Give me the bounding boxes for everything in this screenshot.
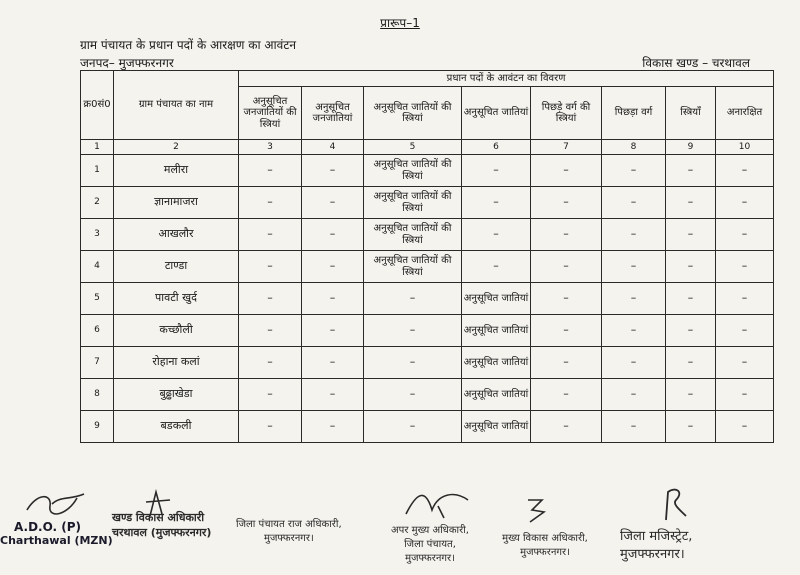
table-row: [81, 251, 774, 283]
gram-panchayat-name: ज्ञानामाजरा: [114, 187, 239, 219]
allocation-cell: –: [666, 155, 716, 187]
table-row: [81, 411, 774, 443]
allocation-cell: –: [531, 315, 602, 347]
allocation-cell: –: [531, 187, 602, 219]
column-number: 6: [462, 140, 531, 155]
allocation-cell: –: [239, 187, 302, 219]
header-gram-panchayat: ग्राम पंचायत का नाम: [114, 71, 239, 140]
allocation-cell: –: [462, 251, 531, 283]
allocation-cell: –: [239, 219, 302, 251]
allocation-cell: –: [666, 315, 716, 347]
table-row: [81, 155, 774, 187]
header-category: अनुसूचित जातियों की स्त्रियां: [364, 87, 462, 140]
ado-office: Charthawal (MZN): [0, 534, 113, 547]
column-number: 5: [364, 140, 462, 155]
allocation-cell: –: [302, 283, 364, 315]
allocation-cell: –: [462, 155, 531, 187]
block-label: विकास खण्ड – चरथावल: [642, 56, 750, 70]
allocation-cell: –: [302, 315, 364, 347]
column-number: 1: [81, 140, 114, 155]
allocation-cell: –: [302, 155, 364, 187]
district-label: जनपद– मुजफ्फरनगर: [80, 56, 174, 70]
cdo-office: मुजफ्फरनगर।: [520, 547, 570, 558]
table-row: [81, 187, 774, 219]
allocation-cell: –: [239, 155, 302, 187]
allocation-cell: –: [364, 411, 462, 443]
amo-office: मुजफ्फरनगर।: [405, 553, 455, 564]
dpro-title: जिला पंचायत राज अधिकारी,: [236, 519, 342, 530]
cdo-title: मुख्य विकास अधिकारी,: [502, 533, 588, 544]
allocation-cell: अनुसूचित जातियों की स्त्रियां: [364, 219, 462, 251]
amo-signature-mark: [398, 486, 478, 520]
allocation-cell: –: [716, 251, 774, 283]
allocation-cell: अनुसूचित जातियां: [462, 411, 531, 443]
allocation-cell: –: [531, 347, 602, 379]
bdo-office: चरथावल (मुजफ्फरनगर): [112, 526, 212, 539]
allocation-cell: –: [302, 219, 364, 251]
gram-panchayat-name: आखलौर: [114, 219, 239, 251]
allocation-cell: –: [239, 379, 302, 411]
allocation-cell: –: [716, 283, 774, 315]
header-category: अनारक्षित: [716, 87, 774, 140]
allocation-cell: –: [364, 347, 462, 379]
cdo-signature-mark: [522, 494, 552, 524]
allocation-cell: –: [716, 219, 774, 251]
gram-panchayat-name: कच्छौली: [114, 315, 239, 347]
allocation-cell: –: [239, 251, 302, 283]
amo-title: अपर मुख्य अधिकारी,: [391, 525, 469, 536]
allocation-cell: –: [716, 187, 774, 219]
allocation-cell: –: [602, 411, 666, 443]
table-row: [81, 347, 774, 379]
allocation-cell: –: [364, 315, 462, 347]
document-title: ग्राम पंचायत के प्रधान पदों के आरक्षण का आवंटन: [80, 38, 297, 52]
serial-number: 5: [81, 283, 114, 315]
allocation-cell: –: [666, 219, 716, 251]
header-category: अनुसूचित जनजातियां: [302, 87, 364, 140]
allocation-cell: –: [666, 251, 716, 283]
allocation-cell: –: [302, 187, 364, 219]
allocation-cell: अनुसूचित जातियां: [462, 283, 531, 315]
allocation-cell: –: [462, 219, 531, 251]
header-allocation-group: प्रधान पदों के आवंटन का विवरण: [239, 71, 774, 87]
allocation-table: [80, 70, 774, 443]
allocation-cell: –: [602, 187, 666, 219]
gram-panchayat-name: रोहाना कलां: [114, 347, 239, 379]
serial-number: 7: [81, 347, 114, 379]
allocation-cell: –: [666, 411, 716, 443]
serial-number: 6: [81, 315, 114, 347]
serial-number: 9: [81, 411, 114, 443]
column-number: 7: [531, 140, 602, 155]
gram-panchayat-name: बुढ्ढाखेडा: [114, 379, 239, 411]
allocation-cell: –: [716, 411, 774, 443]
allocation-cell: –: [364, 379, 462, 411]
allocation-cell: –: [531, 411, 602, 443]
allocation-cell: अनुसूचित जातियों की स्त्रियां: [364, 187, 462, 219]
allocation-cell: –: [239, 315, 302, 347]
serial-number: 1: [81, 155, 114, 187]
dm-signature-mark: [650, 486, 690, 522]
serial-number: 8: [81, 379, 114, 411]
signature-block: [0, 486, 800, 575]
column-number: 8: [602, 140, 666, 155]
column-number: 9: [666, 140, 716, 155]
serial-number: 3: [81, 219, 114, 251]
serial-number: 4: [81, 251, 114, 283]
dm-office: मुजफ्फरनगर।: [620, 547, 685, 562]
allocation-cell: –: [239, 411, 302, 443]
table-row: [81, 315, 774, 347]
allocation-cell: –: [602, 251, 666, 283]
allocation-cell: –: [302, 251, 364, 283]
allocation-cell: –: [602, 283, 666, 315]
allocation-cell: –: [666, 187, 716, 219]
allocation-cell: अनुसूचित जातियों की स्त्रियां: [364, 155, 462, 187]
gram-panchayat-name: मलीरा: [114, 155, 239, 187]
allocation-cell: –: [302, 411, 364, 443]
allocation-cell: –: [531, 379, 602, 411]
dpro-office: मुजफ्फरनगर।: [264, 533, 314, 544]
bdo-title: खण्ड विकास अधिकारी: [112, 511, 205, 524]
allocation-cell: –: [602, 315, 666, 347]
allocation-cell: –: [531, 251, 602, 283]
allocation-cell: –: [239, 347, 302, 379]
gram-panchayat-name: टाण्डा: [114, 251, 239, 283]
gram-panchayat-name: पावटी खुर्द: [114, 283, 239, 315]
allocation-cell: –: [716, 379, 774, 411]
allocation-cell: –: [666, 347, 716, 379]
gram-panchayat-name: बडकली: [114, 411, 239, 443]
allocation-cell: अनुसूचित जातियों की स्त्रियां: [364, 251, 462, 283]
header-category: पिछड़ा वर्ग: [602, 87, 666, 140]
ado-title: A.D.O. (P): [14, 520, 82, 534]
table-row: [81, 283, 774, 315]
ado-signature-mark: [22, 488, 92, 518]
allocation-cell: –: [302, 347, 364, 379]
column-number: 10: [716, 140, 774, 155]
allocation-cell: अनुसूचित जातियां: [462, 347, 531, 379]
form-number: प्रारूप–1: [380, 16, 420, 30]
allocation-cell: –: [716, 347, 774, 379]
allocation-cell: –: [602, 219, 666, 251]
allocation-cell: अनुसूचित जातियां: [462, 379, 531, 411]
column-number: 2: [114, 140, 239, 155]
allocation-cell: –: [364, 283, 462, 315]
column-number: 3: [239, 140, 302, 155]
allocation-cell: –: [716, 155, 774, 187]
allocation-cell: –: [531, 219, 602, 251]
allocation-cell: –: [531, 283, 602, 315]
header-serial: क्र0सं0: [81, 71, 114, 140]
allocation-cell: –: [462, 187, 531, 219]
allocation-cell: –: [602, 155, 666, 187]
allocation-cell: –: [302, 379, 364, 411]
column-number-row: [81, 140, 774, 155]
allocation-cell: –: [666, 283, 716, 315]
header-category: अनुसूचित जनजातियों की स्त्रियां: [239, 87, 302, 140]
header-category: पिछड़े वर्ग की स्त्रियां: [531, 87, 602, 140]
allocation-cell: –: [666, 379, 716, 411]
column-number: 4: [302, 140, 364, 155]
allocation-cell: –: [531, 155, 602, 187]
dm-title: जिला मजिस्ट्रेट,: [620, 529, 693, 544]
table-row: [81, 379, 774, 411]
header-category: अनुसूचित जातियां: [462, 87, 531, 140]
allocation-cell: अनुसूचित जातियां: [462, 315, 531, 347]
amo-dept: जिला पंचायत,: [404, 539, 456, 550]
allocation-cell: –: [716, 315, 774, 347]
allocation-cell: –: [602, 379, 666, 411]
table-row: [81, 219, 774, 251]
allocation-cell: –: [239, 283, 302, 315]
serial-number: 2: [81, 187, 114, 219]
allocation-cell: –: [602, 347, 666, 379]
header-category: स्त्रियाँ: [666, 87, 716, 140]
